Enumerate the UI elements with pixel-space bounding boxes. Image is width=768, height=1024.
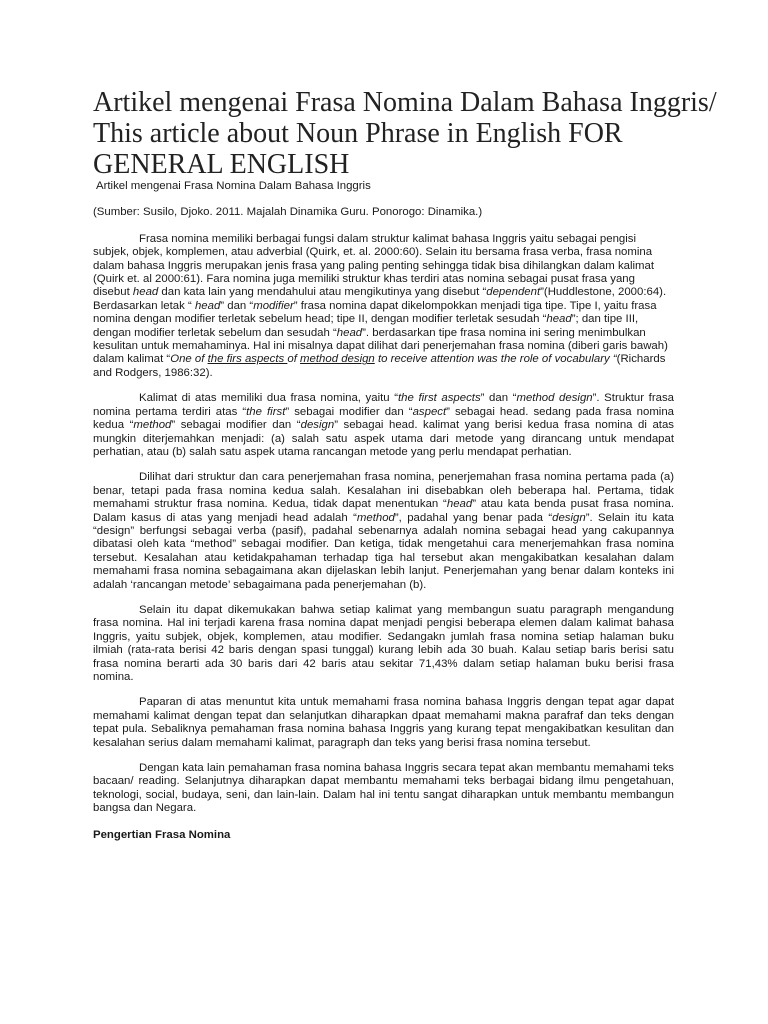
text-run: Dilihat dari struktur dan cara penerjemahan frasa nomina, penerjemahan frasa nomina pertama pada (a) benar, tetapi pada frasa nomina kedua salah. Kesalahan ini disebabkan oleh beberapa hal. Pertama, tidak memahami struktur frasa nomina. Kedua, tidak dapat menentukan “ bbox=[93, 471, 674, 511]
text-run: ” sebagai modifier dan “ bbox=[285, 405, 413, 418]
text-run: ”. Selain itu kata “design” berfungsi sebagai verba (pasif), padahal sebenarnya adalah nomina sebagai head yang cakupannya dibatasi oleh kata “method” sebagai modifier. Dan ketiga, tidak mengetahui cara menerjemahkan frasa nomina tersebut. Kesalahan atau ketidakpahaman terhadap tiga hal tersebut akan mengakibatkan kesalahan dalam memahami frasa nomina sebagaimana akan dijelaskan lebih lanjut. Penerjemahan yang benar dalam konteks ini adalah ‘rancangan metode’ sebagaimana pada penerjemahan (b). bbox=[93, 511, 674, 591]
article-title: Artikel mengenai Frasa Nomina Dalam Bahasa Inggris/ This article about Noun Phrase in English FOR GENERAL ENGLISH bbox=[93, 87, 717, 180]
text-run: ”(Huddlestone, 2000:64). Berdasarkan letak “ bbox=[93, 286, 667, 312]
text-run: ”, padahal yang benar pada “ bbox=[394, 511, 553, 524]
text-run: Kalimat di atas memiliki dua frasa nomina, yaitu “ bbox=[139, 392, 399, 405]
underlined-phrase: method design bbox=[300, 353, 375, 366]
text-run: ”. Struktur frasa nomina pertama terdiri atas “ bbox=[93, 392, 674, 418]
text-run: dan kata lain yang mendahului atau mengikutinya yang disebut “ bbox=[158, 286, 487, 299]
italic-term: design bbox=[552, 511, 586, 524]
paragraph-5: Paparan di atas menuntut kita untuk memahami frasa nomina bahasa Inggris dengan tepat agar dapat memahami kalimat dengan tepat dan selanjutkan diharapkan dpaat memahami makna parafraf dan teks dengan tepat pula. Sebaliknya pemahaman frasa nomina bahasa Inggris yang kurang tepat mengakibatkan kesulitan dan kesalahan serius dalam memahami kalimat, paragraph dan teks yang berisi frasa nomina tersebut. bbox=[93, 696, 674, 749]
text-run: ” sebagai modifier dan “ bbox=[171, 419, 301, 432]
source-citation: (Sumber: Susilo, Djoko. 2011. Majalah Dinamika Guru. Ponorogo: Dinamika.) bbox=[93, 206, 483, 219]
italic-term: head bbox=[132, 286, 159, 299]
article-body bbox=[93, 180, 674, 842]
article-subtitle: Artikel mengenai Frasa Nomina Dalam Bahasa Inggris bbox=[96, 180, 371, 192]
italic-term: method design bbox=[516, 392, 593, 405]
italic-term: modifier bbox=[253, 299, 294, 312]
italic-term: the first bbox=[246, 405, 286, 418]
italic-term: dependent bbox=[486, 286, 541, 299]
paragraph-6: Dengan kata lain pemahaman frasa nomina bahasa Inggris secara tepat akan membantu memahami teks bacaan/ reading. Selanjutnya diharapkan dapat membantu memahami teks berbagai bidang ilmu pengetahuan, teknologi, social, budaya, seni, dan lain-lain. Dalam hal ini tentu sangat diharapkan untuk membantu membangun bangsa dan Negara. bbox=[93, 762, 674, 815]
italic-term: head bbox=[336, 326, 363, 339]
text-run: of bbox=[287, 353, 301, 366]
text-run: One of bbox=[170, 353, 208, 366]
paragraph-2 bbox=[93, 392, 674, 459]
text-run: ” frasa nomina dapat dikelompokkan menjadi tiga tipe. Tipe I, yaitu frasa nomina dengan modifier terletak sebelum head; tipe II, dengan modifier terletak sesudah “ bbox=[93, 299, 657, 326]
text-run: ”. berdasarkan tipe frasa nomina ini sering menimbulkan kesulitan untuk memahaminya. Hal ini misalnya dapat dilihat dari penerjemahan frasa nomina (diberi garis bawah) dalam kalimat “ bbox=[93, 326, 668, 366]
italic-term: the first aspects bbox=[398, 392, 481, 405]
text-run: Frasa nomina memiliki berbagai fungsi dalam struktur kalimat bahasa Inggris yaitu sebagai pengisi subjek, objek, komplemen, atau adverbial (Quirk, et. al. 2000:60). Selain itu bersama frasa verba, frasa nomina dalam bahasa Inggris merupakan jenis frasa yang paling penting sehingga tidak bisa dihilangkan dalam kalimat (Quirk et. al 2000:61). Fara nomina juga memiliki struktur khas terdiri atas nomina sebagai pusat frasa yang disebut bbox=[93, 232, 655, 299]
italic-term: method bbox=[133, 419, 172, 432]
paragraph-1 bbox=[93, 233, 674, 380]
section-heading: Pengertian Frasa Nomina bbox=[93, 828, 231, 841]
text-run: ” atau kata benda pusat frasa nomina. Dalam kasus di atas yang menjadi head adalah “ bbox=[93, 498, 674, 524]
text-run: ” sebagai head. sedang pada frasa nomina kedua “ bbox=[93, 405, 675, 432]
quoted-sentence bbox=[170, 353, 616, 365]
italic-term: aspect bbox=[412, 405, 447, 418]
text-run: to receive attention was the role of vocabulary “ bbox=[374, 353, 617, 366]
italic-term: head bbox=[446, 498, 473, 511]
text-run: (Richards and Rodgers, 1986:32). bbox=[93, 353, 666, 379]
underlined-phrase: the firs aspects bbox=[207, 353, 288, 366]
italic-term: design bbox=[300, 419, 335, 432]
text-run: ” sebagai head. kalimat yang berisi kedua frasa nomina di atas mungkin diterjemahkan menjadi: (a) salah satu aspek utama dari metode yang dirancang untuk mendapat perhatian, atau (b) salah satu aspek utama rancangan metode yang perlu mendapat perhatian. bbox=[93, 419, 674, 458]
text-run: ” dan “ bbox=[480, 392, 517, 405]
italic-term: method bbox=[356, 511, 395, 524]
paragraph-3 bbox=[93, 471, 674, 592]
paragraph-4: Selain itu dapat dikemukakan bahwa setiap kalimat yang membangun suatu paragraph mengandung frasa nomina. Hal ini terjadi karena frasa nomina dapat menjadi pengisi beberapa elemen dalam kalimat bahasa Inggris, yaitu subjek, objek, komplemen, atau modifier. Sedangakn jumlah frasa nomina setiap halaman buku ilmiah (rata-rata berisi 42 baris dengan spasi tunggal) kurang lebih ada 30 buah. Kalau setiap baris berisi satu frasa nomina berarti ada 30 baris dari 42 baris atau sekitar 71,43% dalam setiap halaman buku berisi frasa nomina. bbox=[93, 603, 674, 683]
italic-term: head bbox=[191, 299, 221, 312]
text-run: ”; dan tipe III, dengan modifier terletak sebelum dan sesudah “ bbox=[93, 313, 639, 339]
text-run: ” dan “ bbox=[220, 299, 254, 312]
italic-term: head bbox=[546, 313, 572, 326]
